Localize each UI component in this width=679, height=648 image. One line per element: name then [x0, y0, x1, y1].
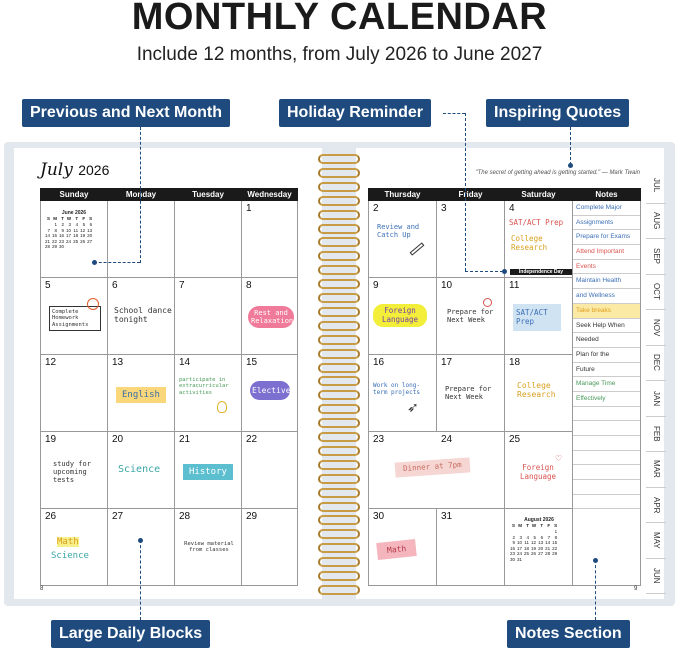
callout-previous-next-month: Previous and Next Month [22, 99, 230, 127]
note-text: Review and Catch Up [377, 223, 420, 240]
day-number: 1 [246, 203, 252, 214]
day-cell[interactable] [108, 278, 175, 355]
connector-line [465, 113, 466, 271]
day-cell[interactable] [242, 201, 298, 278]
mini-day: 9 [61, 227, 65, 233]
mini-day: 15 [552, 540, 558, 546]
mini-day: 30 [510, 557, 516, 562]
notes-line[interactable]: Seek Help When [573, 319, 640, 334]
callout-inspiring-quotes: Inspiring Quotes [486, 99, 629, 127]
notes-column-cell[interactable] [573, 201, 641, 586]
connector-line [570, 127, 571, 165]
mini-day: 20 [87, 233, 93, 239]
pencil-icon [410, 242, 425, 255]
mini-day: 5 [82, 221, 86, 227]
connector-dot [138, 538, 143, 543]
note-text: participate in extracurricular activities [179, 377, 229, 396]
mini-day [544, 557, 551, 563]
month-tab[interactable]: OCT [646, 275, 666, 311]
next-month-mini-calendar [509, 517, 569, 563]
mini-day: 9 [512, 540, 516, 546]
holiday-label: Independence Day [510, 269, 572, 275]
mini-day: 14 [545, 540, 551, 546]
lightbulb-icon [217, 401, 227, 413]
spiral-ring [318, 279, 360, 289]
note-box: SAT/ACT Prep [513, 304, 561, 331]
mini-calendar-title: August 2026 [524, 517, 554, 523]
mini-day [537, 557, 544, 563]
mini-day: 3 [68, 221, 72, 227]
mini-day: 2 [61, 221, 65, 227]
day-cell[interactable] [437, 509, 505, 586]
notes-line[interactable]: Maintain Health [573, 274, 640, 289]
day-cell[interactable] [369, 509, 437, 586]
heart-icon: ♡ [555, 454, 563, 463]
note-text: College Research [511, 234, 548, 252]
day-cell[interactable] [369, 201, 437, 278]
month-tab[interactable]: JUL [646, 168, 666, 204]
day-number: 26 [45, 511, 57, 522]
mini-day: 24 [517, 551, 523, 557]
mini-day: 22 [52, 238, 58, 244]
day-cell[interactable] [108, 509, 175, 586]
mini-day [72, 244, 79, 250]
spiral-ring [318, 237, 360, 247]
day-number: 16 [373, 357, 385, 368]
month-title [40, 160, 109, 180]
mini-weekday: S [512, 523, 516, 529]
mini-day: 19 [80, 233, 86, 239]
previous-month-mini-calendar [44, 210, 104, 250]
mini-day: 25 [73, 238, 79, 244]
mini-day [86, 244, 93, 250]
mini-day: 25 [524, 551, 530, 557]
mini-day: 4 [75, 221, 79, 227]
spiral-ring [318, 585, 360, 595]
spiral-ring [318, 154, 360, 164]
notes-line[interactable]: Events [573, 260, 640, 275]
month-tab[interactable]: MAY [646, 523, 666, 559]
day-cell[interactable] [242, 432, 298, 509]
mini-weekday: M [518, 523, 523, 529]
spiral-ring [318, 196, 360, 206]
spiral-ring [318, 293, 360, 303]
spiral-ring [318, 502, 360, 512]
spiral-ring [318, 460, 360, 470]
day-cell[interactable] [505, 278, 573, 355]
spiral-ring [318, 543, 360, 553]
mini-calendar-grid [44, 216, 93, 250]
spiral-ring [318, 404, 360, 414]
spiral-ring [318, 390, 360, 400]
page-subtitle: Include 12 months, from July 2026 to June 2027 [136, 44, 543, 65]
mini-day: 12 [531, 540, 537, 546]
day-number: 30 [373, 511, 385, 522]
mini-day: 8 [554, 534, 558, 540]
day-header-notes: Notes [573, 189, 641, 201]
day-number: 21 [179, 434, 191, 445]
spiral-ring [318, 418, 360, 428]
mini-day: 29 [552, 551, 558, 557]
mini-day: 20 [538, 545, 544, 551]
mini-day: 17 [66, 233, 72, 239]
spiral-ring [318, 307, 360, 317]
mini-day: 31 [517, 557, 523, 562]
spiral-ring [318, 210, 360, 220]
spiral-ring [318, 182, 360, 192]
mini-day: 7 [547, 534, 551, 540]
day-cell[interactable] [175, 509, 242, 586]
callout-notes-section: Notes Section [507, 620, 630, 648]
day-cell[interactable] [108, 355, 175, 432]
spiral-ring [318, 224, 360, 234]
mini-day [79, 244, 86, 250]
right-calendar-grid [368, 188, 641, 586]
day-cell[interactable] [175, 432, 242, 509]
mini-weekday: S [89, 216, 93, 222]
day-number: 20 [112, 434, 124, 445]
day-header-friday: Friday [437, 189, 505, 201]
spiral-ring [318, 515, 360, 525]
spiral-ring [318, 251, 360, 261]
mini-day: 15 [52, 233, 58, 239]
day-number: 28 [179, 511, 191, 522]
day-number: 2 [373, 203, 379, 214]
page-number: 9 [634, 586, 638, 592]
spiral-ring [318, 571, 360, 581]
day-number: 18 [509, 357, 521, 368]
mini-day: 10 [66, 227, 72, 233]
month-tab[interactable]: NOV [646, 310, 666, 346]
spiral-ring [318, 265, 360, 275]
mini-weekday: T [526, 523, 530, 529]
mini-day [65, 244, 72, 250]
day-cell[interactable] [369, 355, 437, 432]
notes-line[interactable]: and Wellness [573, 289, 640, 304]
connector-dot [568, 163, 573, 168]
note-text: study for upcoming tests [53, 460, 91, 485]
notes-line[interactable] [573, 480, 640, 495]
note-text: Prepare for Next Week [447, 308, 494, 325]
notes-line[interactable] [573, 407, 640, 422]
mini-day: 16 [59, 233, 65, 239]
mini-day: 27 [538, 551, 544, 557]
note-bubble: Elective [250, 381, 290, 400]
note-tape: Math [376, 539, 417, 560]
connector-line [140, 540, 141, 620]
note-text: Foreign Language [519, 463, 557, 481]
day-number: 13 [112, 357, 124, 368]
mini-day: 18 [524, 545, 530, 551]
spiral-ring [318, 349, 360, 359]
notes-line[interactable] [573, 451, 640, 466]
note-text: Work on long-term projects [373, 382, 420, 396]
callout-large-daily-blocks: Large Daily Blocks [51, 620, 210, 648]
day-number: 15 [246, 357, 258, 368]
note-text: Science [51, 551, 89, 561]
mini-day: 13 [538, 540, 544, 546]
note-text: Science [118, 464, 161, 475]
month-tab[interactable]: AUG [646, 204, 666, 240]
mini-calendar-grid [509, 523, 558, 562]
month-year: 2026 [78, 162, 110, 178]
notes-line[interactable]: Needed [573, 333, 640, 348]
day-number: 6 [112, 280, 118, 291]
day-cell[interactable] [437, 355, 505, 432]
month-tab[interactable]: JAN [646, 381, 666, 417]
mini-day [551, 557, 558, 563]
spiral-ring [318, 168, 360, 178]
day-number: 31 [441, 511, 453, 522]
note-tag: English [116, 387, 166, 403]
notes-line[interactable]: Assignments [573, 216, 640, 231]
note-tape: Dinner at 7pm [395, 457, 471, 477]
spiral-ring [318, 376, 360, 386]
mini-day: 23 [510, 551, 516, 557]
mini-weekday: T [61, 216, 65, 222]
mini-weekday: F [82, 216, 86, 222]
day-number: 10 [441, 280, 453, 291]
mini-day: 18 [73, 233, 79, 239]
note-text: School dance tonight [114, 306, 172, 325]
mini-day: 6 [540, 534, 544, 540]
day-cell[interactable] [369, 278, 437, 355]
mini-day: 26 [531, 551, 537, 557]
notes-line[interactable]: Future [573, 363, 640, 378]
day-header-wednesday: Wednesday [242, 189, 298, 201]
connector-line [140, 127, 141, 263]
mini-day: 28 [45, 244, 51, 250]
mini-weekday: T [540, 523, 544, 529]
spiral-ring [318, 321, 360, 331]
day-number: 3 [441, 203, 447, 214]
month-tab[interactable]: FEB [646, 417, 666, 453]
day-cell[interactable] [108, 432, 175, 509]
note-bubble: Rest and Relaxation [248, 306, 294, 328]
spiral-ring [318, 474, 360, 484]
mini-day: 22 [552, 545, 558, 551]
month-tab[interactable]: APR [646, 488, 666, 524]
day-header-thursday: Thursday [369, 189, 437, 201]
day-cell[interactable] [369, 432, 505, 509]
note-sticky: Complete Homework Assignments [49, 306, 101, 331]
day-number: 9 [373, 280, 379, 291]
mini-day: 21 [545, 545, 551, 551]
mini-day: 1 [554, 528, 558, 534]
mini-day: 26 [80, 238, 86, 244]
spiral-ring [318, 335, 360, 345]
day-header-tuesday: Tuesday [175, 189, 242, 201]
day-number: 23 [373, 434, 385, 445]
day-header-monday: Monday [108, 189, 175, 201]
month-tab[interactable]: SEP [646, 239, 666, 275]
day-number: 25 [509, 434, 521, 445]
mini-day: 3 [519, 534, 523, 540]
day-cell[interactable] [41, 509, 108, 586]
day-cell[interactable] [505, 509, 573, 586]
mini-day: 5 [533, 534, 537, 540]
note-text: Review material from classes [184, 541, 234, 554]
day-number: 12 [45, 357, 57, 368]
connector-line [595, 560, 596, 620]
connector-line [443, 113, 465, 114]
day-number: 27 [112, 511, 124, 522]
notes-line[interactable] [573, 465, 640, 480]
note-text: Prepare for Next Week [445, 385, 492, 402]
note-text: SAT/ACT Prep [509, 218, 564, 227]
callout-holiday-reminder: Holiday Reminder [279, 99, 431, 127]
mini-day: 17 [517, 545, 523, 551]
mini-weekday: M [53, 216, 58, 222]
mini-day: 10 [517, 540, 523, 546]
month-name: July [40, 160, 73, 180]
month-tabs [646, 168, 668, 594]
cursor-icon: ➶ [407, 399, 419, 415]
day-cell[interactable] [242, 355, 298, 432]
mini-day: 27 [87, 238, 93, 244]
mini-day: 8 [54, 227, 58, 233]
mini-day: 21 [45, 238, 51, 244]
mini-day: 28 [545, 551, 551, 557]
day-header-saturday: Saturday [505, 189, 573, 201]
mini-day: 23 [59, 238, 65, 244]
day-number: 29 [246, 511, 258, 522]
day-cell[interactable] [505, 432, 573, 509]
notes-line[interactable] [573, 421, 640, 436]
notes-line[interactable]: Plan for the [573, 348, 640, 363]
day-cell[interactable] [505, 201, 573, 278]
day-cell[interactable] [175, 278, 242, 355]
mini-weekday: S [554, 523, 558, 529]
spiral-ring [318, 363, 360, 373]
note-highlight: Foreign Language [373, 304, 427, 327]
notes-line[interactable] [573, 436, 640, 451]
day-cell[interactable] [242, 509, 298, 586]
mini-day: 4 [526, 534, 530, 540]
connector-dot [593, 558, 598, 563]
day-number: 4 [509, 203, 515, 214]
mini-day: 29 [52, 244, 58, 250]
spiral-ring [318, 432, 360, 442]
notes-line[interactable]: Complete Major [573, 201, 640, 216]
day-header-sunday: Sunday [41, 189, 108, 201]
notes-list [573, 201, 640, 509]
mini-day: 16 [510, 545, 516, 551]
mini-day [530, 557, 537, 563]
month-tab[interactable]: DEC [646, 346, 666, 382]
notes-line[interactable]: Manage Time [573, 377, 640, 392]
mini-weekday: W [531, 523, 537, 529]
note-text: College Research [517, 381, 556, 400]
mini-weekday: T [75, 216, 79, 222]
mini-day: 1 [54, 221, 58, 227]
mini-day: 11 [524, 540, 530, 546]
page-title: MONTHLY CALENDAR [131, 0, 548, 38]
mini-day: 7 [47, 227, 51, 233]
notes-line[interactable]: Take breaks [573, 304, 640, 319]
day-cell[interactable] [108, 201, 175, 278]
mini-weekday: F [547, 523, 551, 529]
day-number: 7 [179, 280, 185, 291]
mini-calendar-title: June 2026 [61, 210, 87, 216]
day-cell[interactable] [175, 355, 242, 432]
connector-dot [92, 260, 97, 265]
mini-day: 6 [89, 221, 93, 227]
mini-day: 24 [66, 238, 72, 244]
spiral-ring [318, 488, 360, 498]
notes-line[interactable]: Prepare for Exams [573, 230, 640, 245]
notes-line[interactable]: Effectively [573, 392, 640, 407]
day-number: 8 [246, 280, 252, 291]
inspiring-quote: "The secret of getting ahead is getting started." — Mark Twain [475, 170, 640, 176]
day-number: 5 [45, 280, 51, 291]
mini-day: 14 [45, 233, 51, 239]
mini-day: 30 [59, 244, 65, 250]
connector-line [465, 271, 503, 272]
spiral-ring [318, 529, 360, 539]
day-cell[interactable] [505, 355, 573, 432]
page-number: 8 [40, 586, 44, 592]
day-number: 22 [246, 434, 258, 445]
alarm-clock-icon [483, 298, 492, 307]
mini-day: 11 [73, 227, 79, 233]
day-number: 14 [179, 357, 191, 368]
day-cell[interactable] [41, 432, 108, 509]
day-cell[interactable] [437, 278, 505, 355]
spiral-ring [318, 446, 360, 456]
day-number: 17 [441, 357, 453, 368]
day-cell[interactable] [175, 201, 242, 278]
note-tag: History [183, 464, 233, 480]
day-number: 11 [509, 280, 520, 291]
connector-dot [502, 269, 507, 274]
connector-line [94, 262, 140, 263]
day-cell[interactable] [41, 278, 108, 355]
mini-day: 13 [87, 227, 93, 233]
note-text: Math [57, 537, 79, 547]
month-tab[interactable]: MAR [646, 452, 666, 488]
notes-line[interactable]: Attend Important [573, 245, 640, 260]
day-cell[interactable] [41, 355, 108, 432]
day-number: 19 [45, 434, 57, 445]
alarm-clock-icon [87, 298, 99, 310]
mini-day: 12 [80, 227, 86, 233]
mini-weekday: S [47, 216, 51, 222]
mini-weekday: W [66, 216, 72, 222]
day-cell[interactable] [242, 278, 298, 355]
notes-line[interactable] [573, 495, 640, 510]
month-tab[interactable]: JUN [646, 559, 666, 595]
day-number: 24 [441, 434, 453, 445]
mini-day [523, 557, 530, 563]
mini-day: 2 [512, 534, 516, 540]
spiral-ring [318, 557, 360, 567]
mini-day: 19 [531, 545, 537, 551]
